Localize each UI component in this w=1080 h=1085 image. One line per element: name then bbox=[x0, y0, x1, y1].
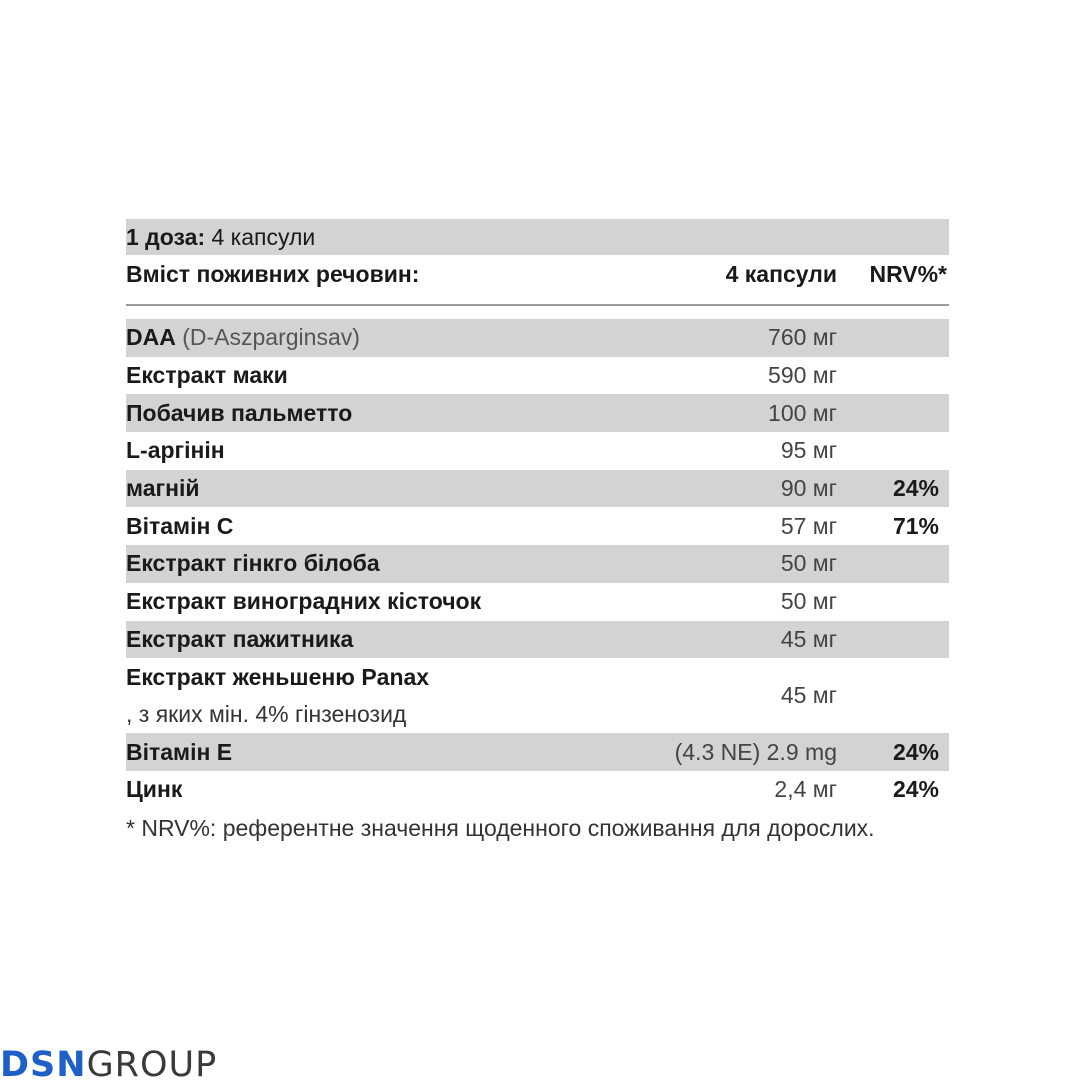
row-nrv: 24% bbox=[892, 738, 939, 765]
row-amount: 45 мг bbox=[780, 682, 837, 709]
row-name-sub: , з яких мін. 4% гінзенозид bbox=[126, 700, 407, 727]
row-name: Екстракт женьшеню Panax bbox=[126, 663, 430, 690]
table-row bbox=[126, 319, 949, 357]
table-row bbox=[126, 621, 949, 659]
row-name: Екстракт виноградних кісточок bbox=[126, 588, 482, 615]
dose-label: 1 доза: bbox=[126, 223, 206, 250]
row-name: Вітамін Е bbox=[126, 738, 233, 765]
row-nrv: 24% bbox=[892, 776, 939, 803]
row-name: Екстракт пажитника bbox=[126, 625, 354, 652]
table-header bbox=[126, 255, 949, 293]
row-amount: 90 мг bbox=[780, 475, 837, 502]
row-amount: 100 мг bbox=[768, 399, 837, 426]
header-divider bbox=[126, 304, 949, 306]
dose-row bbox=[126, 219, 949, 255]
header-nrv: NRV%* bbox=[869, 260, 947, 287]
row-amount: 50 мг bbox=[780, 588, 837, 615]
row-name-note: (D-Aszparginsav) bbox=[182, 324, 360, 351]
row-name: DAA bbox=[126, 324, 176, 351]
row-amount: 95 мг bbox=[780, 437, 837, 464]
footnote: * NRV%: референтне значення щоденного споживання для дорослих. bbox=[126, 814, 875, 841]
table-row bbox=[126, 507, 949, 545]
table-row bbox=[126, 394, 949, 432]
row-amount: 50 мг bbox=[780, 550, 837, 577]
row-nrv: 24% bbox=[892, 475, 939, 502]
header-amount: 4 капсули bbox=[725, 260, 837, 287]
row-name: Цинк bbox=[126, 776, 183, 803]
dsn-group-logo bbox=[0, 1045, 217, 1085]
dose-value: 4 капсули bbox=[211, 223, 316, 250]
row-nrv: 71% bbox=[892, 512, 939, 539]
table-row bbox=[126, 583, 949, 621]
row-amount: 57 мг bbox=[780, 512, 837, 539]
row-amount: 590 мг bbox=[768, 362, 837, 389]
dose-text bbox=[126, 224, 949, 251]
row-name: Побачив пальметто bbox=[126, 399, 353, 426]
row-name: Екстракт гінкго білоба bbox=[126, 550, 380, 577]
table-row bbox=[126, 545, 949, 583]
row-name: магній bbox=[126, 475, 200, 502]
table-row bbox=[126, 432, 949, 470]
row-amount: 45 мг bbox=[780, 625, 837, 652]
row-name: L-аргінін bbox=[126, 437, 225, 464]
table-row bbox=[126, 357, 949, 395]
logo-part-group: GROUP bbox=[86, 1045, 218, 1085]
row-amount: 760 мг bbox=[768, 324, 837, 351]
table-row bbox=[126, 658, 949, 733]
table-row bbox=[126, 733, 949, 771]
row-amount: 2,4 мг bbox=[774, 776, 837, 803]
row-name: Екстракт маки bbox=[126, 362, 288, 389]
table-row bbox=[126, 771, 949, 809]
header-name: Вміст поживних речовин: bbox=[126, 260, 420, 287]
nutrition-table bbox=[126, 219, 949, 842]
table-row bbox=[126, 470, 949, 508]
row-name: Вітамін С bbox=[126, 512, 234, 539]
logo-part-dsn: DSN bbox=[0, 1045, 87, 1085]
row-amount: (4.3 NE) 2.9 mg bbox=[674, 738, 837, 765]
